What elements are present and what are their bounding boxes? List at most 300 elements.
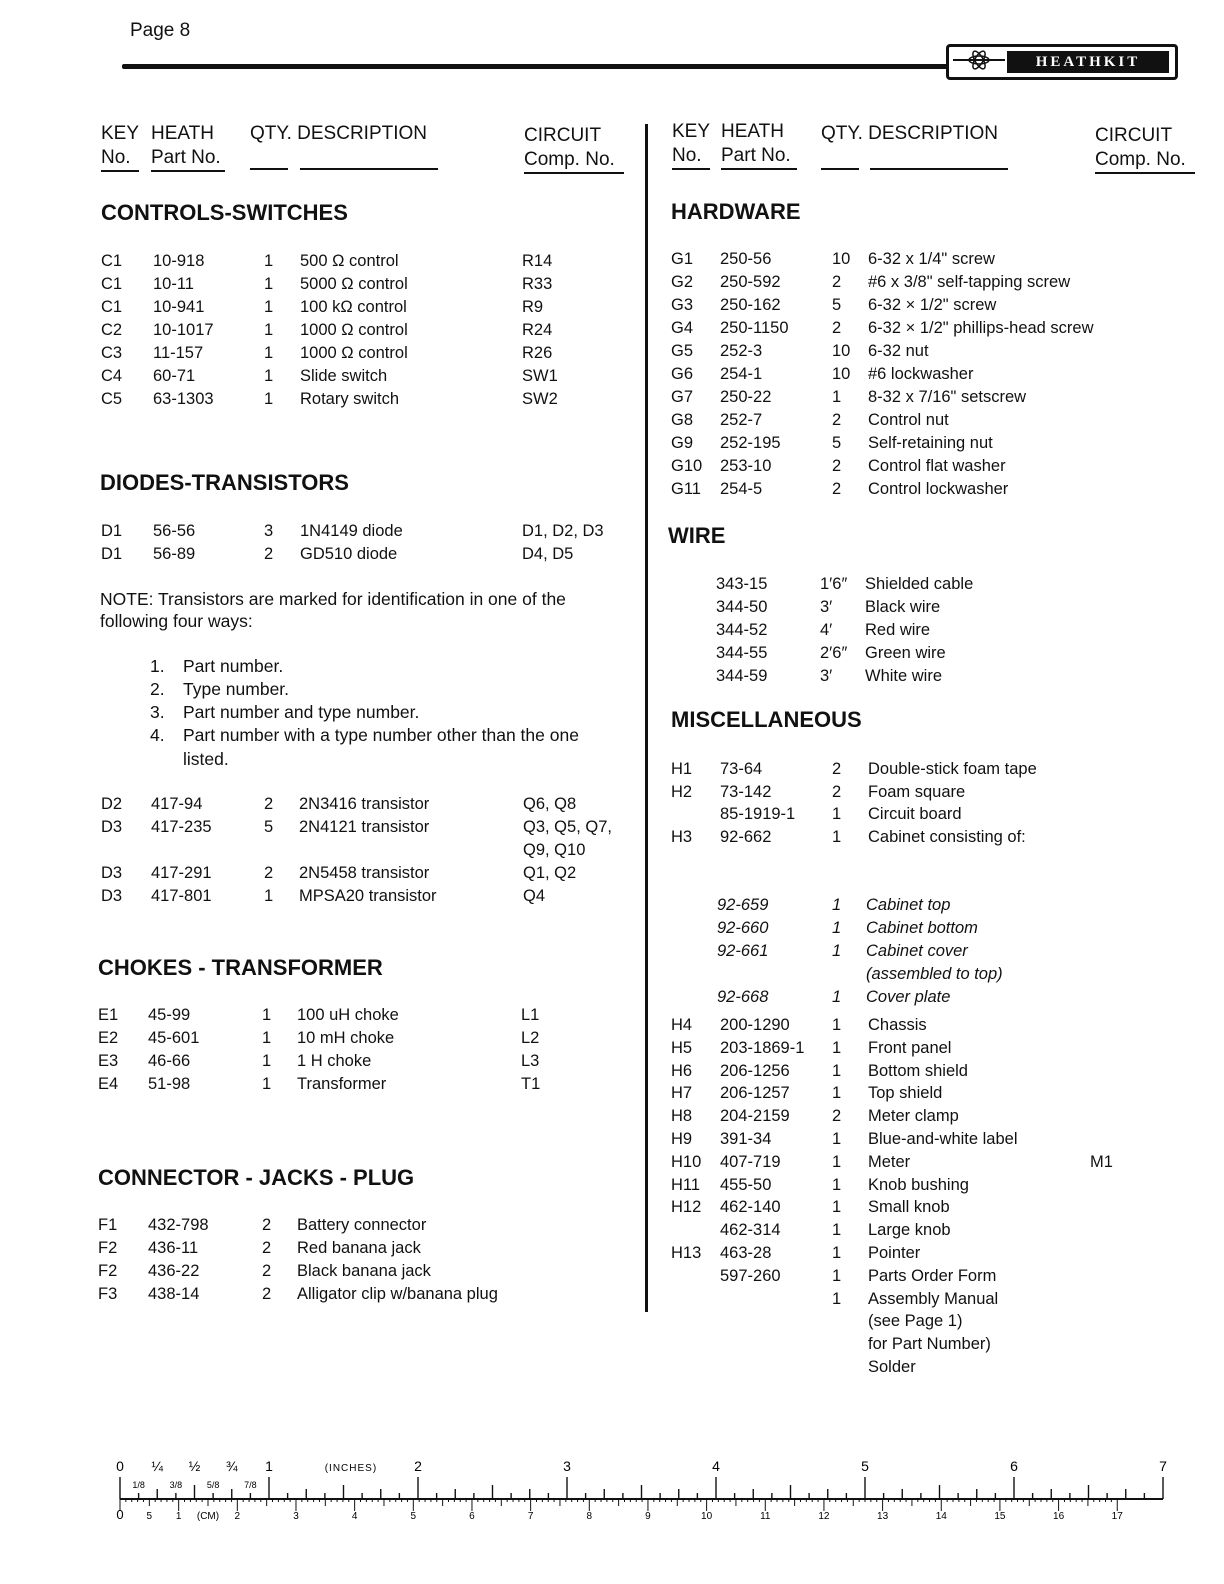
header-heath: HEATH (151, 123, 214, 144)
cell-qty: 2 (262, 1239, 272, 1257)
cell-qty: 5 (832, 434, 842, 452)
cell-part: 455-50 (720, 1175, 772, 1194)
cell-key: E3 (98, 1052, 119, 1070)
cell-desc: Slide switch (300, 367, 388, 385)
cell-desc: (assembled to top) (866, 965, 1003, 983)
cell-desc: Control flat washer (868, 457, 1006, 475)
cell-qty: 1 (832, 1016, 842, 1034)
cell-qty: 3 (264, 522, 274, 540)
cell-key: G2 (671, 273, 694, 291)
cell-desc: Black wire (865, 598, 941, 616)
cell-part: 463-28 (720, 1244, 772, 1262)
list-number: 2. (150, 679, 165, 699)
fraction-label: 3/8 (169, 1480, 183, 1490)
cell-desc: Shielded cable (865, 575, 974, 593)
cell-circuit: Q1, Q2 (523, 864, 577, 882)
cell-desc: White wire (865, 667, 943, 685)
cell-desc: Black banana jack (297, 1262, 431, 1280)
cell-key: C1 (101, 252, 123, 270)
cell-key: D1 (101, 522, 123, 540)
cell-circuit: D4, D5 (522, 545, 574, 563)
cell-part: 436-22 (148, 1262, 200, 1280)
cell-part: 10-1017 (153, 321, 214, 339)
cell-qty: 1 (832, 1175, 842, 1194)
cell-circuit: R14 (522, 252, 553, 270)
cell-qty: 1 (832, 1130, 842, 1148)
cell-qty: 1 (832, 828, 842, 847)
cell-part: 63-1303 (153, 390, 214, 408)
cell-circuit: R33 (522, 275, 553, 293)
cell-qty: 1 (264, 887, 274, 905)
cell-qty: 1 (832, 1244, 842, 1262)
list-text: Type number. (183, 679, 290, 699)
cell-part: 252-7 (720, 411, 763, 429)
cell-circuit: Q9, Q10 (523, 841, 586, 859)
cell-part: 10-918 (153, 252, 205, 270)
cell-key: E1 (98, 1006, 119, 1024)
cell-part: 51-98 (148, 1075, 191, 1093)
cell-qty: 1 (832, 388, 842, 406)
cell-desc: 10 mH choke (297, 1029, 395, 1047)
cell-desc: Cover plate (866, 988, 951, 1006)
cell-key: G5 (671, 342, 694, 360)
cell-key: G9 (671, 434, 694, 452)
cell-desc: Bottom shield (868, 1061, 968, 1080)
cell-desc: Large knob (868, 1221, 951, 1240)
list-item (150, 655, 283, 678)
cell-desc: 1 H choke (297, 1052, 372, 1070)
inch-number: 3 (563, 1458, 571, 1474)
cell-desc: 100 uH choke (297, 1006, 399, 1024)
cell-desc: Self-retaining nut (868, 434, 993, 452)
cell-desc: 2N5458 transistor (299, 864, 430, 882)
cell-desc: Circuit board (868, 805, 962, 824)
cell-desc: 100 kΩ control (300, 298, 407, 316)
section-title-wire: WIRE (668, 523, 726, 548)
cell-part: 343-15 (716, 575, 768, 593)
cm-label: (CM) (196, 1511, 220, 1522)
cell-key: C4 (101, 367, 123, 385)
cell-desc: Red wire (865, 621, 931, 639)
cell-qty: 2 (264, 545, 274, 563)
cell-qty: 2 (262, 1262, 272, 1280)
cell-circuit: SW1 (522, 367, 558, 385)
header-no-right: No. (672, 144, 710, 170)
cell-part: 253-10 (720, 457, 772, 475)
cell-circuit: R24 (522, 321, 553, 339)
cell-desc: Rotary switch (300, 390, 400, 408)
column-divider (645, 124, 648, 1312)
cell-key: G1 (671, 250, 694, 268)
inch-number: 7 (1159, 1458, 1167, 1474)
cell-desc: Control lockwasher (868, 480, 1009, 498)
cell-part: 250-162 (720, 296, 781, 314)
header-part-no-right: Part No. (721, 144, 797, 170)
cell-desc: Alligator clip w/banana plug (297, 1285, 498, 1303)
inch-number: 6 (1010, 1458, 1018, 1474)
cell-key: H7 (671, 1084, 693, 1103)
cell-desc: 500 Ω control (300, 252, 399, 270)
section-title-misc: MISCELLANEOUS (671, 707, 862, 732)
cell-part: 92-662 (720, 828, 772, 847)
cell-key: C3 (101, 344, 123, 362)
cm-number: 9 (645, 1511, 651, 1522)
cell-qty: 2 (832, 760, 842, 778)
cm-number: 4 (351, 1511, 358, 1522)
cell-circuit: Q6, Q8 (523, 795, 577, 813)
cell-qty: 1 (832, 1221, 842, 1240)
underline-qty-right (821, 168, 859, 170)
cell-key: D3 (101, 864, 123, 882)
inch-number: ½ (188, 1458, 201, 1474)
cell-desc: Cabinet top (866, 896, 951, 914)
cell-key: G4 (671, 319, 694, 337)
cell-qty: 5 (264, 818, 274, 836)
cell-desc: Cabinet bottom (866, 919, 978, 937)
cell-desc: Parts Order Form (868, 1266, 997, 1285)
cell-desc: Double-stick foam tape (868, 760, 1037, 778)
cell-circuit: D1, D2, D3 (522, 522, 604, 540)
atom-icon (953, 49, 1005, 71)
cell-part: 73-64 (720, 760, 763, 778)
header-key-right: KEY (672, 121, 711, 142)
list-item (150, 701, 419, 724)
underline-qty (250, 168, 288, 170)
cell-part: 10-11 (153, 275, 194, 293)
cm-number: 12 (818, 1511, 830, 1522)
cell-desc: 2N3416 transistor (299, 795, 430, 813)
cell-part: 206-1256 (720, 1061, 790, 1080)
cell-circuit: L3 (521, 1052, 540, 1070)
cell-part: 438-14 (148, 1285, 200, 1303)
note-line-1: NOTE: Transistors are marked for identification in one of the (100, 589, 566, 609)
section-title-connector: CONNECTOR - JACKS - PLUG (98, 1165, 415, 1190)
cell-circuit: SW2 (522, 390, 558, 408)
cell-qty: 1 (264, 252, 274, 270)
section-title-diodes: DIODES-TRANSISTORS (100, 470, 349, 495)
cell-desc: 1000 Ω control (300, 344, 408, 362)
list-text: Part number with a type number other than the one (183, 725, 579, 745)
cell-qty: 1 (832, 1061, 842, 1080)
header-circuit-right: CIRCUIT (1095, 125, 1173, 146)
cell-part: 46-66 (148, 1052, 191, 1070)
cm-number: 15 (994, 1511, 1006, 1522)
cell-qty: 2 (262, 1216, 272, 1234)
cell-part: 436-11 (148, 1239, 199, 1257)
cell-qty: 1 (264, 390, 274, 408)
cell-circuit: L1 (521, 1006, 540, 1024)
header-comp-no: Comp. No. (524, 148, 624, 174)
fraction-label: 7/8 (244, 1480, 257, 1490)
cell-desc: 6-32 x 1/4" screw (868, 250, 995, 268)
cell-desc: Assembly Manual (868, 1289, 999, 1308)
cell-key: D1 (101, 545, 123, 563)
cell-part: 73-142 (720, 782, 772, 801)
cell-key: C1 (101, 275, 123, 293)
cell-desc: #6 lockwasher (868, 365, 974, 383)
inch-number: ¼ (151, 1458, 164, 1474)
cell-part: 344-55 (716, 644, 768, 662)
inch-number: 1 (265, 1458, 273, 1474)
cell-circuit: Q4 (523, 887, 546, 905)
cell-part: 204-2159 (720, 1107, 790, 1126)
cell-qty: 1 (264, 344, 274, 362)
cell-desc: Chassis (868, 1016, 927, 1034)
cm-number: 3 (293, 1511, 299, 1522)
cell-desc: Control nut (868, 411, 949, 429)
cell-key: H1 (671, 760, 693, 778)
cell-part: 462-314 (720, 1221, 781, 1240)
measurement-ruler (100, 1455, 1190, 1535)
cell-key: F1 (98, 1216, 118, 1234)
cell-key: H6 (671, 1061, 693, 1080)
cell-desc: for Part Number) (868, 1335, 991, 1354)
cell-desc: 5000 Ω control (300, 275, 408, 293)
list-number: 1. (150, 656, 165, 676)
cell-key: F2 (98, 1239, 118, 1257)
cell-key: G8 (671, 411, 694, 429)
cm-number: 14 (935, 1511, 947, 1522)
fraction-label: 1/8 (132, 1480, 145, 1490)
cell-qty: 1 (832, 942, 842, 960)
cm-number: 11 (760, 1511, 771, 1522)
cell-circuit: T1 (521, 1075, 541, 1093)
cell-part: 45-601 (148, 1029, 200, 1047)
cell-key: E2 (98, 1029, 119, 1047)
cell-desc: Knob bushing (868, 1175, 969, 1194)
inch-number: 4 (712, 1458, 720, 1474)
cm-number: 8 (586, 1511, 593, 1522)
header-comp-no-right: Comp. No. (1095, 148, 1195, 174)
cell-desc: 1000 Ω control (300, 321, 408, 339)
cell-part: 597-260 (720, 1266, 781, 1285)
list-item (150, 724, 579, 747)
cell-part: 10-941 (153, 298, 205, 316)
inches-label: (INCHES) (324, 1463, 378, 1474)
cell-part: 344-59 (716, 667, 768, 685)
cell-qty: 10 (832, 365, 851, 383)
cell-desc: 1N4149 diode (300, 522, 403, 540)
cell-qty: 4′ (820, 621, 833, 639)
cell-desc: (see Page 1) (868, 1312, 963, 1331)
cell-qty: 2 (832, 411, 842, 429)
cell-qty: 10 (832, 250, 851, 268)
cell-part: 85-1919-1 (720, 805, 796, 824)
header-key: KEY (101, 123, 140, 144)
cell-key: D2 (101, 795, 123, 813)
cell-part: 56-56 (153, 522, 196, 540)
cell-desc: MPSA20 transistor (299, 887, 437, 905)
cell-part: 417-94 (151, 795, 203, 813)
cell-qty: 3′ (820, 667, 833, 685)
cell-part: 417-235 (151, 818, 212, 836)
cell-part: 417-801 (151, 887, 212, 905)
cell-qty: 2 (832, 480, 842, 498)
cell-key: D3 (101, 818, 123, 836)
cell-qty: 1 (832, 1289, 842, 1308)
cell-desc: Green wire (865, 644, 946, 662)
cell-key: H11 (671, 1175, 701, 1194)
cell-part: 11-157 (153, 344, 204, 362)
cell-desc: Battery connector (297, 1216, 427, 1234)
cell-key: C1 (101, 298, 123, 316)
cell-key: G7 (671, 388, 694, 406)
cell-desc: Pointer (868, 1244, 921, 1262)
header-no: No. (101, 146, 139, 172)
page-number: Page 8 (130, 20, 191, 41)
cell-key: F2 (98, 1262, 118, 1280)
cell-desc: 6-32 × 1/2" screw (868, 296, 997, 314)
cell-qty: 1 (832, 1152, 842, 1171)
header-circuit: CIRCUIT (524, 125, 602, 146)
cell-part: 45-99 (148, 1006, 191, 1024)
cell-desc: Front panel (868, 1038, 952, 1057)
cell-desc: Meter (868, 1152, 911, 1171)
cell-circuit: R9 (522, 298, 544, 316)
cell-qty: 1 (262, 1006, 272, 1024)
cell-part: 60-71 (153, 367, 196, 385)
cell-key: H8 (671, 1107, 693, 1126)
cm-number: 5 (410, 1511, 417, 1522)
cm-number: 10 (701, 1511, 713, 1522)
inch-number: ¾ (225, 1458, 238, 1474)
list-number: 3. (150, 702, 165, 722)
cell-key: H10 (671, 1152, 702, 1171)
cell-qty: 5 (832, 296, 842, 314)
cell-desc: 2N4121 transistor (299, 818, 430, 836)
cell-qty: 2 (832, 782, 842, 801)
cm-number: 0 (116, 1507, 124, 1522)
cell-qty: 2 (262, 1285, 272, 1303)
cell-part: 203-1869-1 (720, 1038, 805, 1057)
cell-key: H9 (671, 1130, 693, 1148)
list-item (150, 678, 289, 701)
cell-part: 92-660 (717, 919, 769, 937)
cell-qty: 1 (832, 1084, 842, 1103)
cell-part: 344-50 (716, 598, 768, 616)
cm-number: 5 (146, 1511, 153, 1522)
inch-number: 2 (414, 1458, 422, 1474)
cell-qty: 1′6″ (820, 575, 848, 593)
cell-part: 417-291 (151, 864, 212, 882)
cell-part: 432-798 (148, 1216, 209, 1234)
cell-circuit: M1 (1090, 1152, 1113, 1171)
header-part-no: Part No. (151, 146, 225, 172)
cell-qty: 1 (832, 988, 842, 1006)
cell-part: 254-5 (720, 480, 763, 498)
section-title-hardware: HARDWARE (671, 199, 801, 224)
cell-desc: Transformer (297, 1075, 387, 1093)
underline-description (300, 168, 438, 170)
cell-part: 252-195 (720, 434, 781, 452)
header-heath-right: HEATH (721, 121, 784, 142)
fraction-label: 5/8 (206, 1480, 220, 1490)
cell-key: G11 (671, 480, 701, 498)
note-list-item-4-continued: listed. (183, 749, 229, 769)
heathkit-logo (946, 44, 1178, 80)
cell-desc: GD510 diode (300, 545, 398, 563)
cell-qty: 1 (264, 298, 274, 316)
cell-qty: 1 (832, 919, 842, 937)
cell-qty: 2 (832, 1107, 842, 1126)
cell-key: G10 (671, 457, 703, 475)
cell-qty: 2 (832, 273, 842, 291)
cell-qty: 1 (832, 805, 842, 824)
cell-qty: 1 (264, 321, 274, 339)
header-qty-description: QTY. DESCRIPTION (250, 123, 428, 144)
cell-qty: 1 (832, 1198, 842, 1217)
cell-qty: 1 (264, 367, 274, 385)
cell-key: C5 (101, 390, 123, 408)
cell-qty: 2 (264, 864, 274, 882)
note-line-2: following four ways: (100, 611, 253, 631)
cell-qty: 2 (832, 319, 842, 337)
cell-circuit: Q3, Q5, Q7, (523, 818, 612, 836)
cell-part: 92-668 (717, 988, 769, 1006)
cell-desc: Small knob (868, 1198, 950, 1217)
cell-part: 250-22 (720, 388, 772, 406)
cell-circuit: L2 (521, 1029, 540, 1047)
cell-key: G3 (671, 296, 694, 314)
cell-circuit: R26 (522, 344, 553, 362)
list-text: Part number. (183, 656, 284, 676)
cell-part: 250-56 (720, 250, 772, 268)
cm-number: 16 (1053, 1511, 1065, 1522)
cell-qty: 3′ (820, 598, 833, 616)
cell-part: 206-1257 (720, 1084, 790, 1103)
cell-key: F3 (98, 1285, 118, 1303)
cell-qty: 10 (832, 342, 851, 360)
cell-key: D3 (101, 887, 123, 905)
cell-part: 462-140 (720, 1198, 781, 1217)
cell-key: H13 (671, 1244, 702, 1262)
cell-part: 252-3 (720, 342, 763, 360)
cm-number: 2 (234, 1511, 241, 1522)
underline-description-right (870, 168, 1008, 170)
cell-part: 407-719 (720, 1152, 781, 1171)
cm-number: 7 (527, 1511, 534, 1522)
cell-key: E4 (98, 1075, 119, 1093)
cell-desc: Solder (868, 1358, 916, 1376)
cell-qty: 1 (832, 1038, 842, 1057)
cm-number: 1 (175, 1511, 182, 1522)
cell-qty: 1 (262, 1075, 272, 1093)
cell-desc: 8-32 x 7/16" setscrew (868, 388, 1027, 406)
cell-part: 250-1150 (720, 319, 789, 337)
cell-part: 344-52 (716, 621, 768, 639)
cell-part: 250-592 (720, 273, 781, 291)
header-qty-description-right: QTY. DESCRIPTION (821, 123, 999, 144)
cm-number: 17 (1111, 1511, 1123, 1522)
cell-qty: 1 (264, 275, 274, 293)
cell-key: C2 (101, 321, 123, 339)
cell-desc: Cabinet cover (866, 942, 968, 960)
header-rule (122, 64, 948, 69)
cell-desc: 6-32 × 1/2" phillips-head screw (868, 319, 1094, 337)
cm-number: 6 (469, 1511, 475, 1522)
cell-key: H3 (671, 828, 693, 847)
cell-qty: 2′6″ (820, 644, 848, 662)
cell-desc: 6-32 nut (868, 342, 929, 360)
cell-qty: 1 (262, 1052, 272, 1070)
cell-key: H12 (671, 1198, 702, 1217)
inch-number: 5 (861, 1458, 869, 1474)
cell-part: 92-659 (717, 896, 769, 914)
cell-part: 254-1 (720, 365, 763, 383)
cell-key: H4 (671, 1016, 693, 1034)
cell-desc: Top shield (868, 1084, 943, 1103)
brand-name: HEATHKIT (1007, 51, 1169, 73)
